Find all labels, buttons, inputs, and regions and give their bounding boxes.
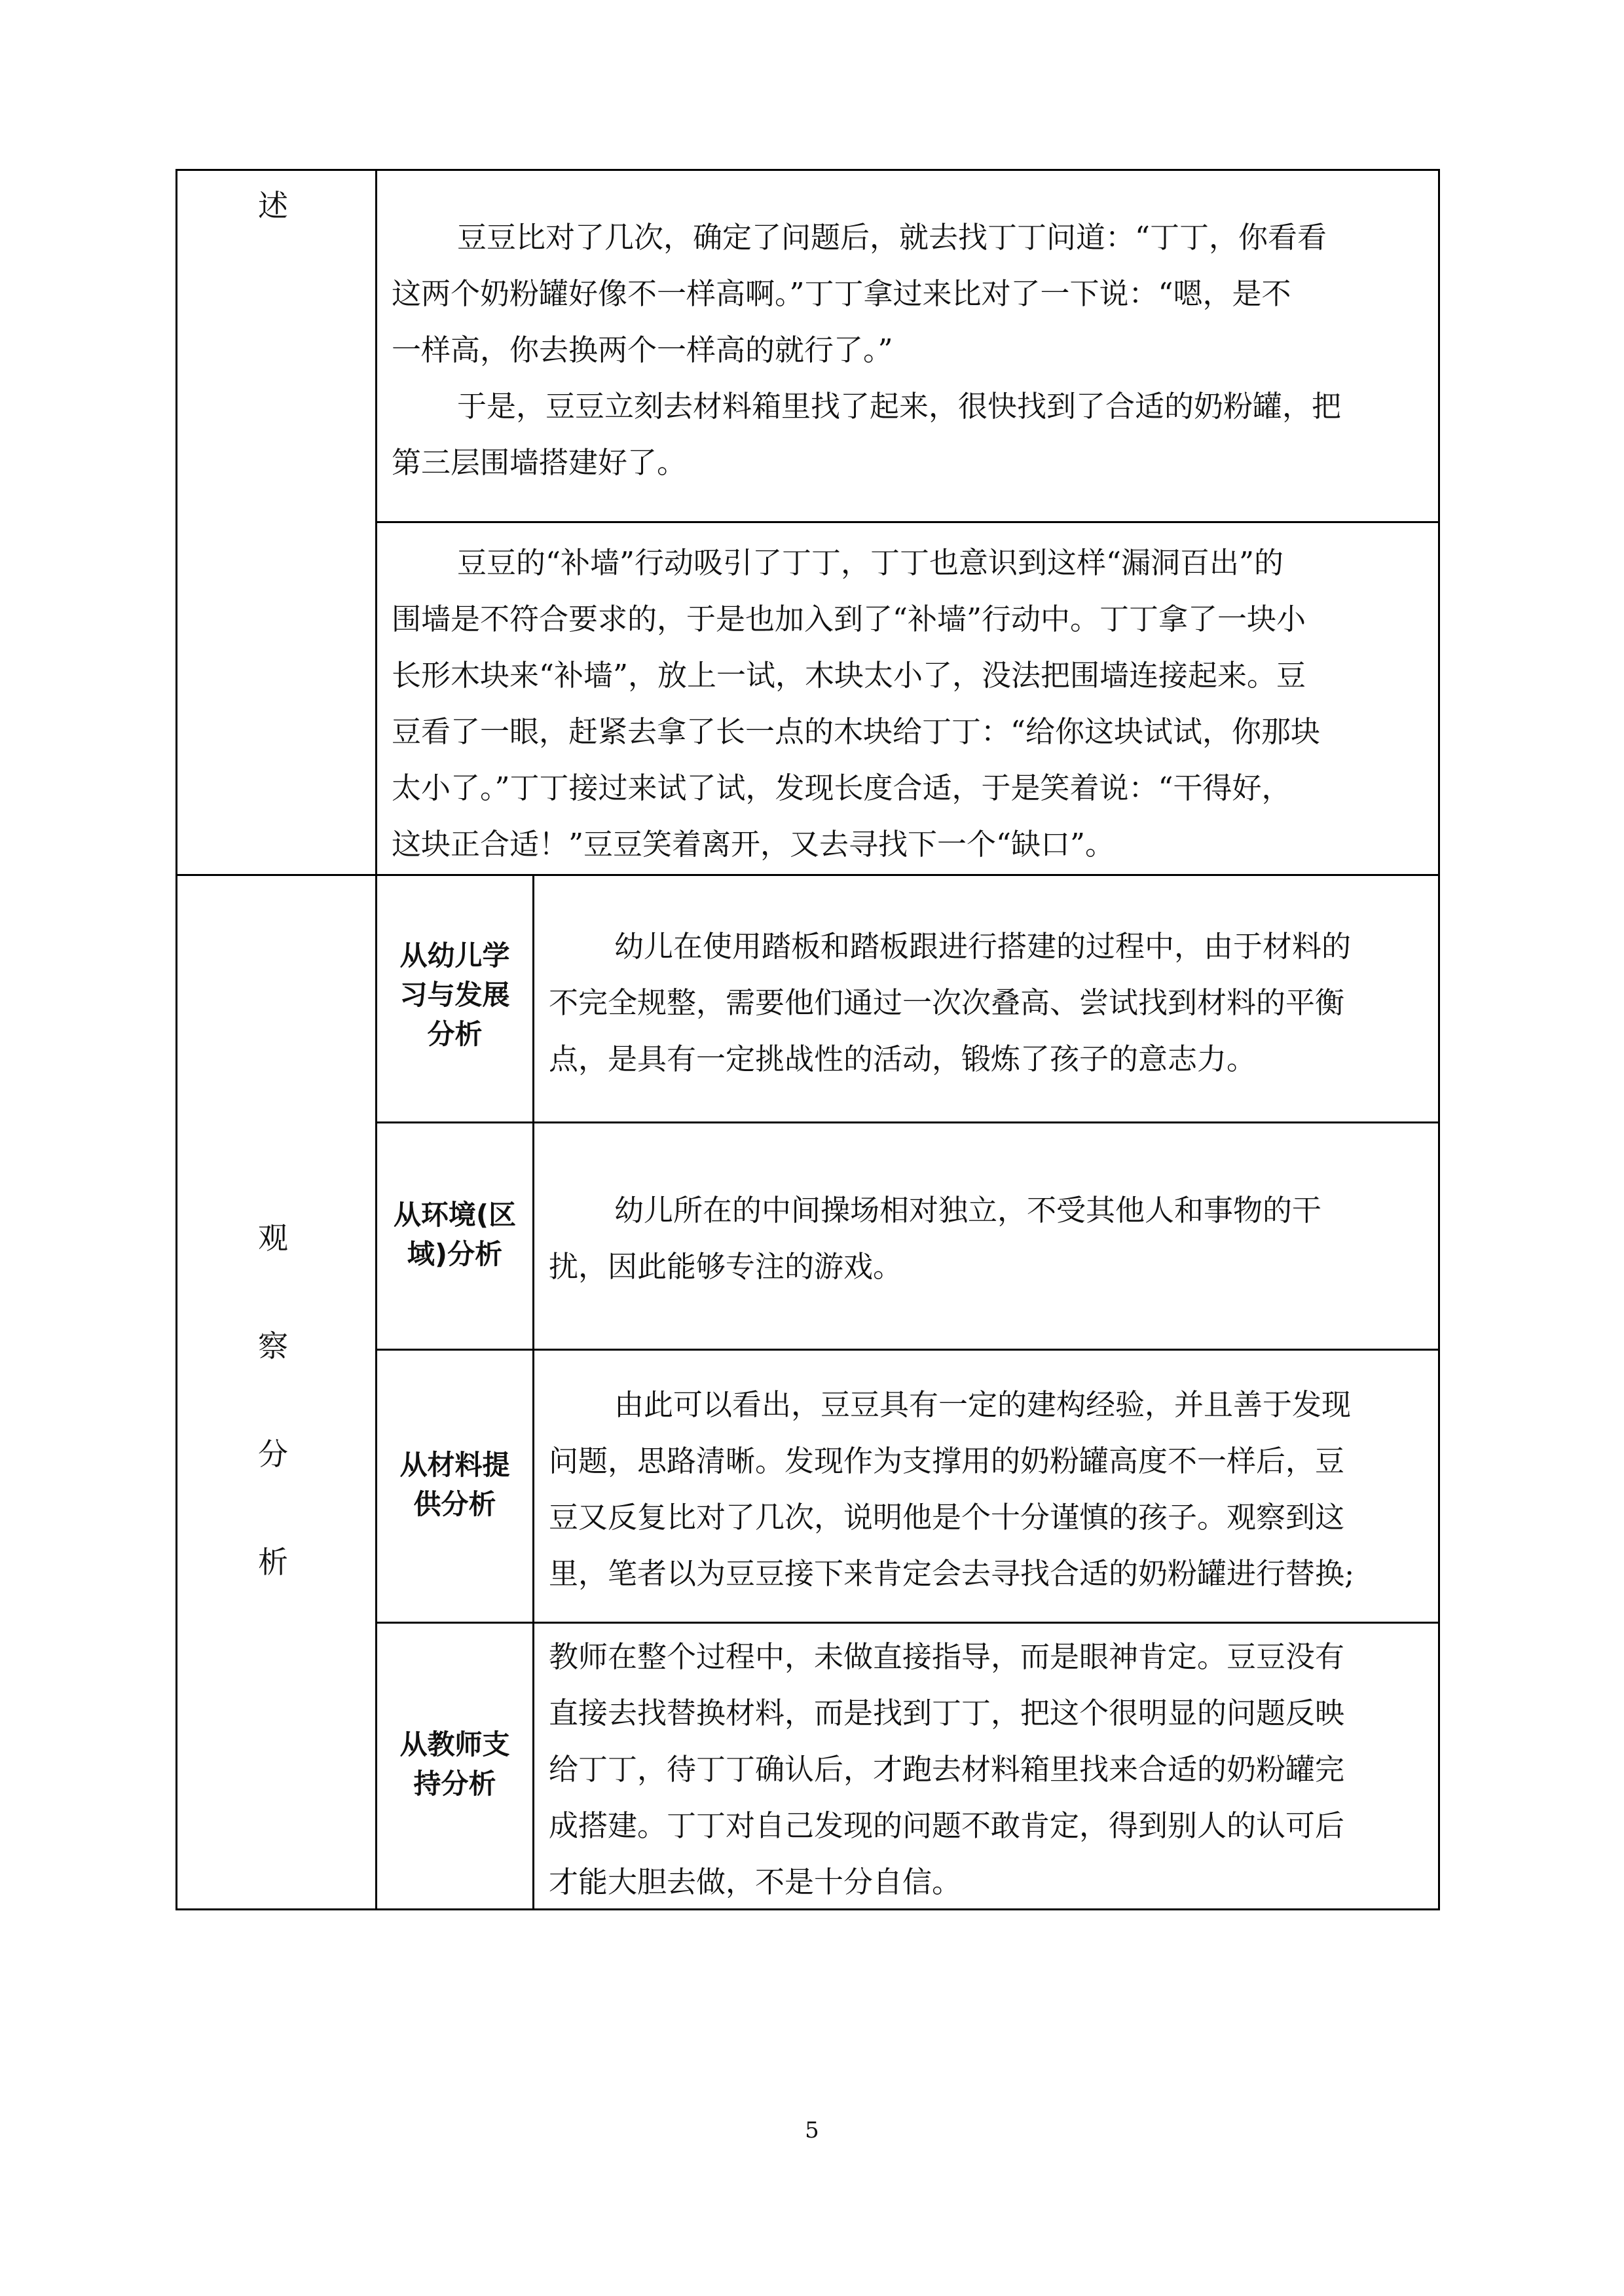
section-label-description: 述 [258, 188, 288, 223]
text-line: 幼儿所在的中间操场相对独立，不受其他人和事物的干 [614, 1193, 1322, 1228]
text-line: 扰，因此能够专注的游戏。 [549, 1249, 903, 1284]
text-line: 豆看了一眼，赶紧去拿了长一点的木块给丁丁：“给你这块试试，你那块 [392, 714, 1321, 749]
divider-description-analysis [175, 874, 1439, 876]
text-line: 这两个奶粉罐好像不一样高啊。”丁丁拿过来比对了一下说：“嗯，是不 [392, 276, 1291, 311]
table-top-border [175, 169, 1439, 171]
divider-description-blocks [375, 521, 1439, 523]
text-line: 由此可以看出，豆豆具有一定的建构经验，并且善于发现 [614, 1387, 1352, 1422]
text-line: 幼儿在使用踏板和踏板跟进行搭建的过程中，由于材料的 [614, 929, 1352, 964]
divider-analysis-row-1 [375, 1121, 1439, 1123]
table-right-border [1438, 169, 1440, 1910]
text-line: 直接去找替换材料，而是找到丁丁，把这个很明显的问题反映 [549, 1696, 1345, 1730]
text-line: 不完全规整，需要他们通过一次次叠高、尝试找到材料的平衡 [549, 985, 1345, 1020]
text-line: 第三层围墙搭建好了。 [392, 445, 687, 480]
text-line: 教师在整个过程中，未做直接指导，而是眼神肯定。豆豆没有 [549, 1639, 1345, 1674]
table-left-border [175, 169, 177, 1910]
divider-analysis-row-2 [375, 1349, 1439, 1351]
text-line: 这块正合适！”豆豆笑着离开，又去寻找下一个“缺口”。 [392, 827, 1115, 862]
text-line: 于是，豆豆立刻去材料箱里找了起来，很快找到了合适的奶粉罐，把 [457, 389, 1342, 424]
section-char: 察 [258, 1328, 288, 1364]
label-column-border [532, 874, 534, 1910]
text-line: 豆又反复比对了几次，说明他是个十分谨慎的孩子。观察到这 [549, 1500, 1345, 1535]
row-label: 从环境(区 域)分析 [393, 1199, 517, 1270]
text-line: 给丁丁，待丁丁确认后，才跑去材料箱里找来合适的奶粉罐完 [549, 1752, 1345, 1787]
text-line: 才能大胆去做，不是十分自信。 [549, 1865, 962, 1899]
text-line: 豆豆比对了几次，确定了问题后，就去找丁丁问道：“丁丁，你看看 [457, 220, 1327, 255]
text-line: 成搭建。丁丁对自己发现的问题不敢肯定，得到别人的认可后 [549, 1808, 1345, 1843]
row-label: 从幼儿学 习与发展 分析 [399, 939, 510, 1050]
text-line: 问题，思路清晰。发现作为支撑用的奶粉罐高度不一样后，豆 [549, 1444, 1345, 1478]
text-line: 里，笔者以为豆豆接下来肯定会去寻找合适的奶粉罐进行替换; [549, 1556, 1355, 1591]
row-label: 从材料提 供分析 [399, 1449, 510, 1520]
text-line: 长形木块来“补墙”，放上一试，木块太小了，没法把围墙连接起来。豆 [392, 658, 1306, 693]
section-char: 分 [258, 1436, 288, 1472]
text-line: 太小了。”丁丁接过来试了试，发现长度合适，于是笑着说：“干得好， [392, 771, 1291, 805]
text-line: 豆豆的“补墙”行动吸引了丁丁，丁丁也意识到这样“漏洞百出”的 [457, 545, 1284, 580]
text-line: 围墙是不符合要求的，于是也加入到了“补墙”行动中。丁丁拿了一块小 [392, 602, 1306, 636]
text-line: 点，是具有一定挑战性的活动，锻炼了孩子的意志力。 [549, 1042, 1257, 1076]
divider-analysis-row-3 [375, 1622, 1439, 1624]
page-number: 5 [805, 2117, 819, 2143]
section-char: 观 [258, 1220, 288, 1256]
section-char: 析 [258, 1544, 288, 1580]
row-label: 从教师支 持分析 [399, 1728, 510, 1800]
text-line: 一样高，你去换两个一样高的就行了。” [392, 333, 893, 367]
